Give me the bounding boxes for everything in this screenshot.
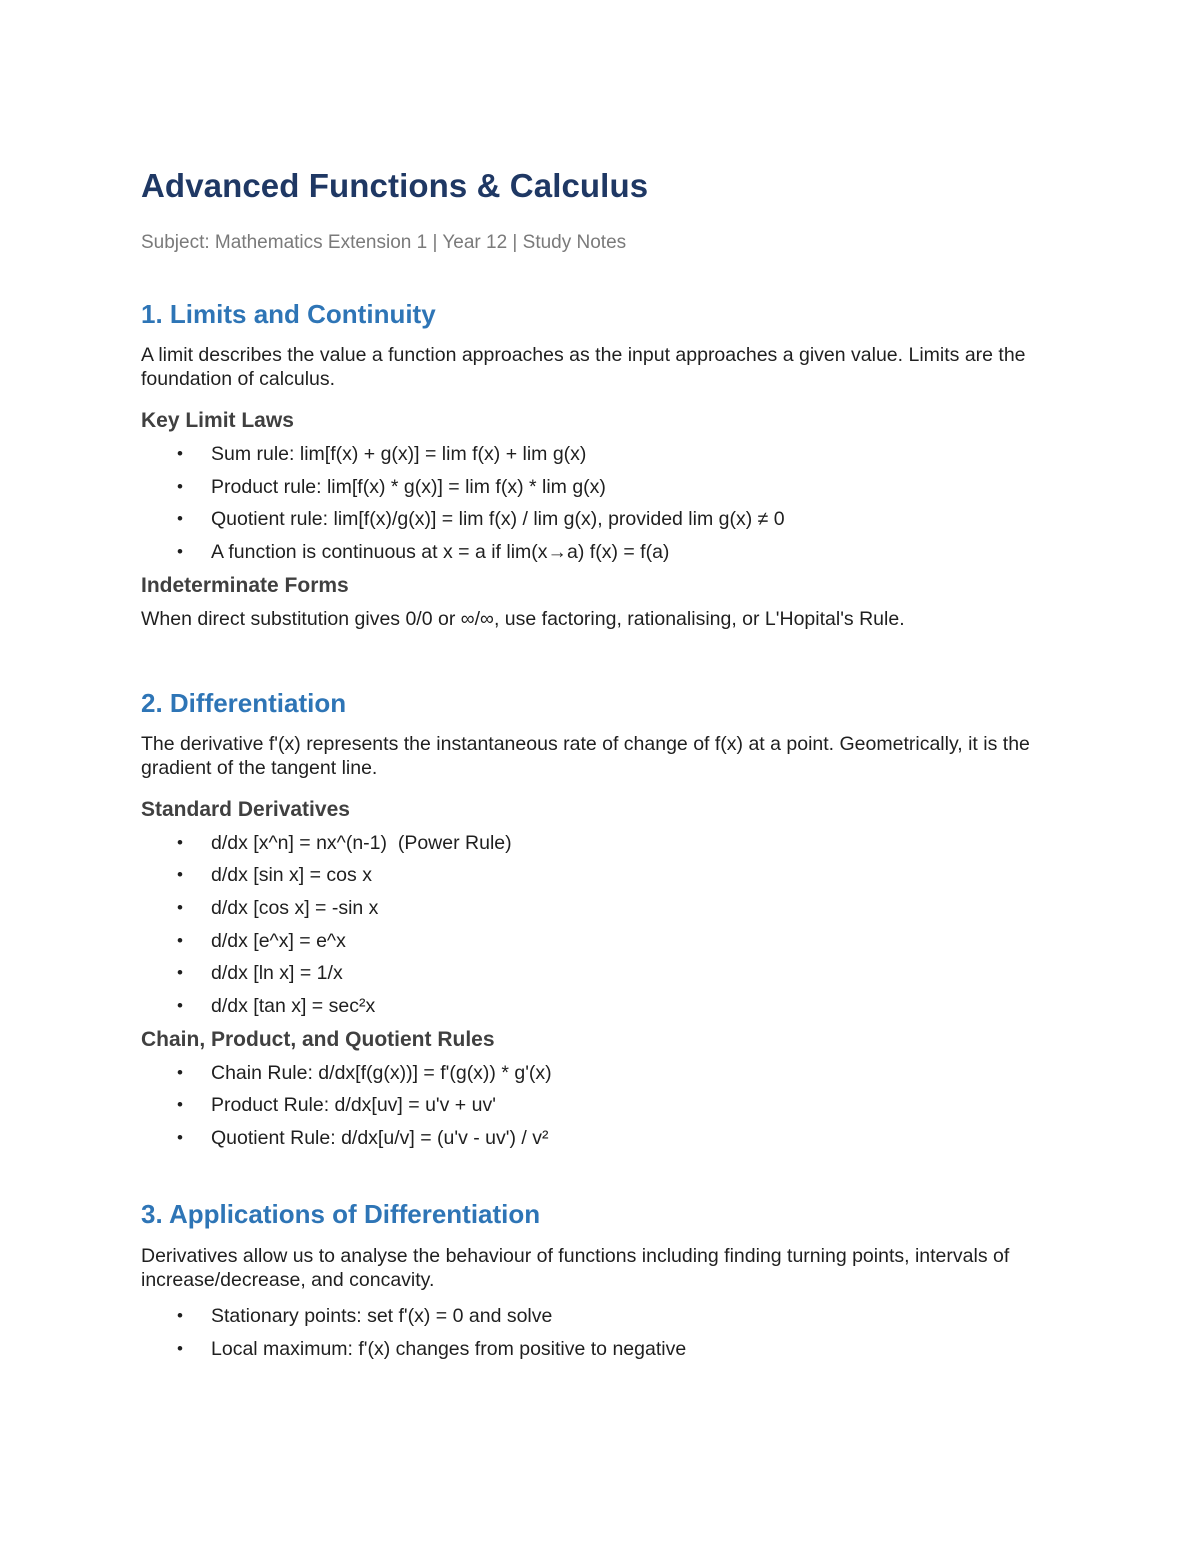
bullet-icon: • — [177, 897, 183, 917]
bullet-icon: • — [177, 1305, 183, 1325]
subsection-title-standard-derivatives: Standard Derivatives — [141, 797, 350, 821]
list-item: • d/dx [ln x] = 1/x — [177, 962, 343, 985]
bullet-icon: • — [177, 1095, 183, 1115]
list-item: • d/dx [x^n] = nx^(n-1) (Power Rule) — [177, 831, 512, 854]
chain-product-quotient-list — [141, 1061, 1061, 1150]
section-title-applications: 3. Applications of Differentiation — [141, 1198, 541, 1229]
bullet-icon: • — [177, 476, 183, 496]
section-intro-differentiation: The derivative f'(x) represents the instantaneous rate of change of f(x) at a point. Geometrically, it is the gradient of the tangent line. — [141, 732, 1030, 779]
bullet-icon: • — [177, 1338, 183, 1358]
list-item: • Quotient Rule: d/dx[u/v] = (u'v - uv') / v² — [177, 1126, 549, 1149]
section-title-limits: 1. Limits and Continuity — [141, 299, 436, 329]
bullet-icon: • — [177, 1062, 183, 1082]
list-item: • d/dx [e^x] = e^x — [177, 929, 346, 952]
indeterminate-forms-text: When direct substitution gives 0/0 or ∞/∞, use factoring, rationalising, or L'Hopital's Rule. — [141, 607, 905, 630]
bullet-icon: • — [177, 995, 183, 1015]
section-intro-applications: Derivatives allow us to analyse the behaviour of functions including finding turning points, intervals of increase/decrease, and concavity. — [141, 1244, 1010, 1291]
bullet-icon: • — [177, 832, 183, 852]
list-item: • A function is continuous at x = a if lim(x→a) f(x) = f(a) — [177, 540, 670, 563]
subsection-title-chain-product-quotient: Chain, Product, and Quotient Rules — [141, 1027, 495, 1051]
key-limit-laws-list — [141, 442, 1061, 564]
document-subtitle: Subject: Mathematics Extension 1 | Year 12 | Study Notes — [141, 232, 627, 253]
list-item: • Quotient rule: lim[f(x)/g(x)] = lim f(x) / lim g(x), provided lim g(x) ≠ 0 — [177, 508, 785, 531]
list-item: • d/dx [sin x] = cos x — [177, 864, 372, 887]
list-item: • d/dx [tan x] = sec²x — [177, 994, 376, 1017]
list-item: • Chain Rule: d/dx[f(g(x))] = f'(g(x)) * g'(x) — [177, 1061, 552, 1084]
list-item: • Product rule: lim[f(x) * g(x)] = lim f(x) * lim g(x) — [177, 475, 606, 498]
list-item: • Stationary points: set f'(x) = 0 and solve — [177, 1304, 553, 1327]
bullet-icon: • — [177, 865, 183, 885]
applications-list — [141, 1304, 1061, 1361]
bullet-icon: • — [177, 930, 183, 950]
list-item: • d/dx [cos x] = -sin x — [177, 896, 379, 919]
document-page — [141, 166, 1061, 1369]
bullet-icon: • — [177, 1127, 183, 1147]
bullet-icon: • — [177, 963, 183, 983]
list-item: • Product Rule: d/dx[uv] = u'v + uv' — [177, 1094, 496, 1117]
list-item: • Local maximum: f'(x) changes from positive to negative — [177, 1337, 687, 1360]
section-title-differentiation: 2. Differentiation — [141, 687, 347, 718]
bullet-icon: • — [177, 444, 183, 463]
section-intro-limits: A limit describes the value a function approaches as the input approaches a given value. Limits are the foundation of calculus. — [141, 344, 1026, 390]
subsection-title-key-limit-laws: Key Limit Laws — [141, 409, 294, 432]
document-title: Advanced Functions & Calculus — [141, 167, 649, 204]
bullet-icon: • — [177, 509, 183, 529]
subsection-title-indeterminate-forms: Indeterminate Forms — [141, 573, 349, 597]
standard-derivatives-list — [141, 831, 1061, 1018]
bullet-icon: • — [177, 541, 183, 561]
list-item: • Sum rule: lim[f(x) + g(x)] = lim f(x) + lim g(x) — [177, 443, 587, 465]
